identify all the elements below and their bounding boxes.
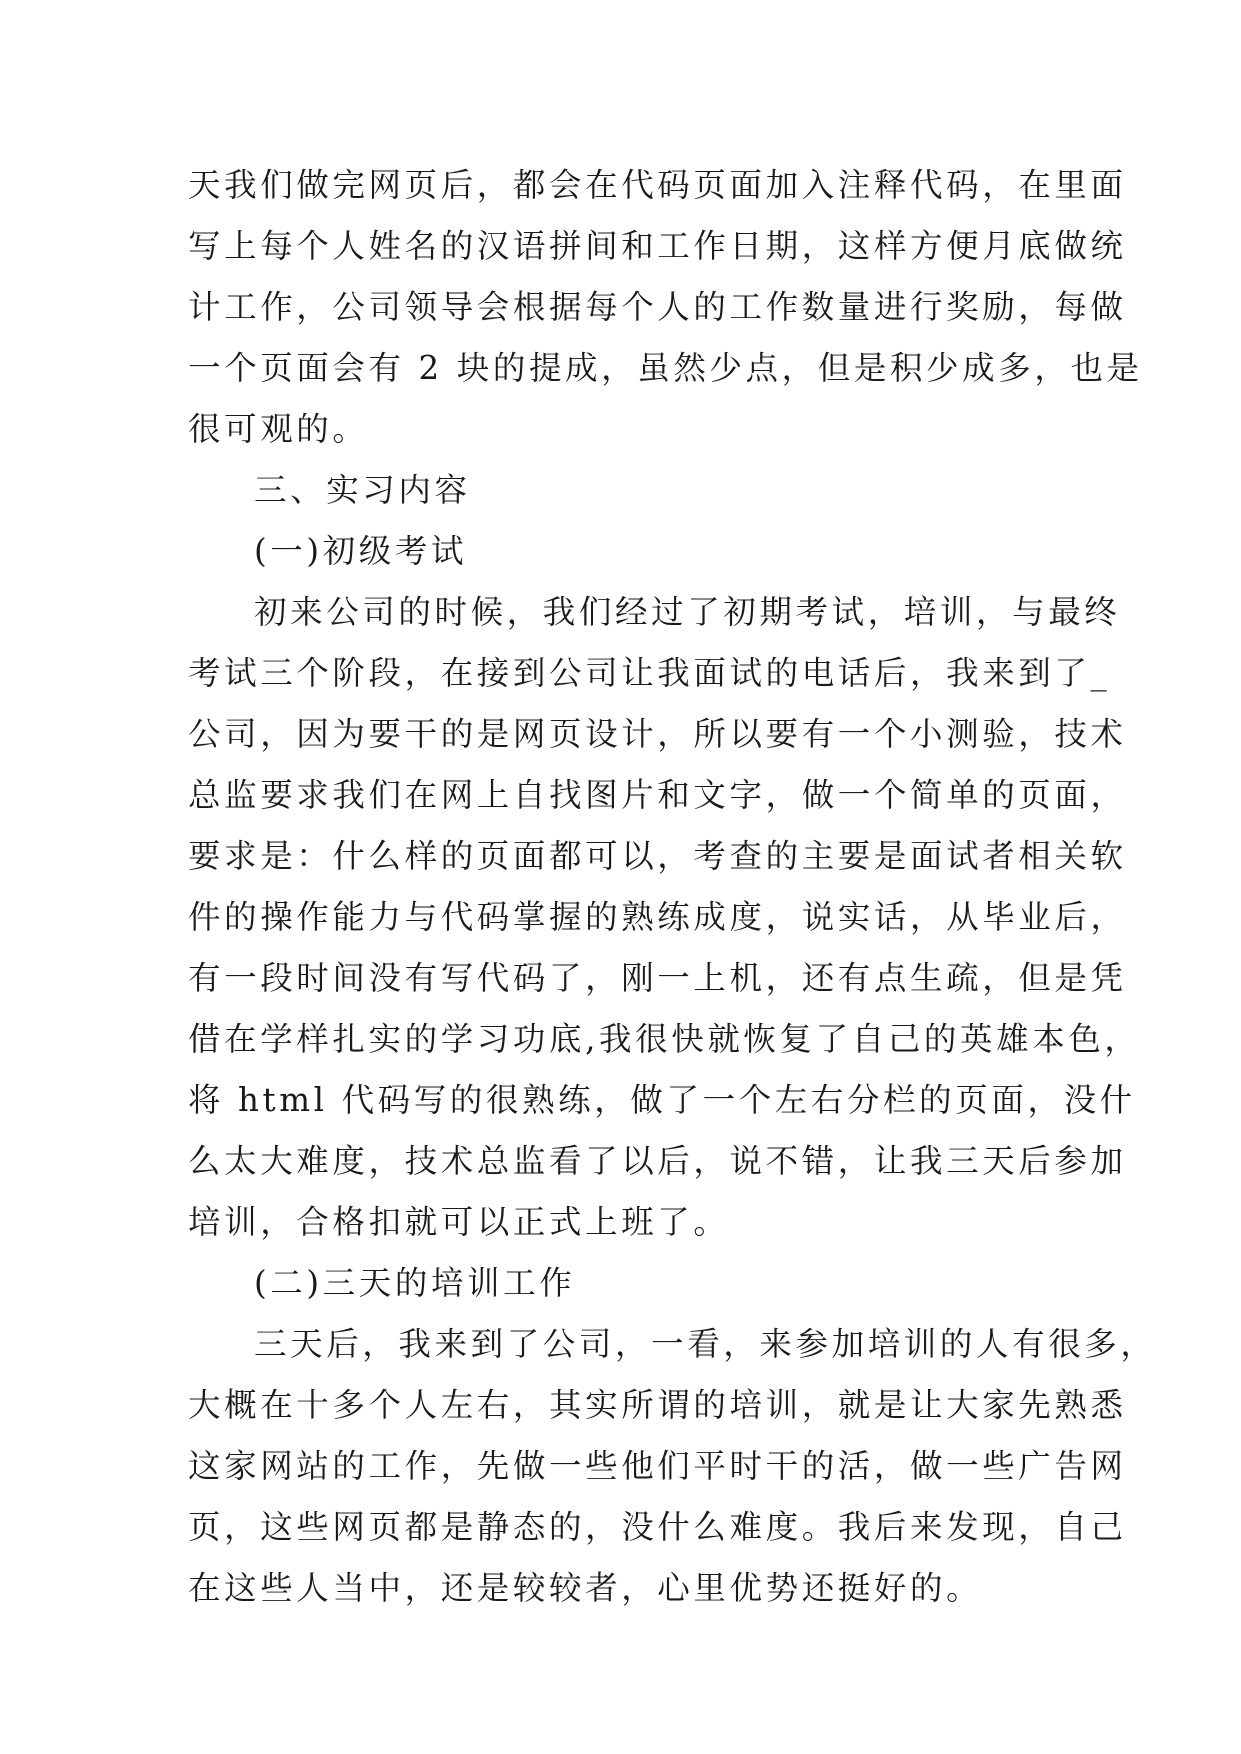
text-line: 页，这些网页都是静态的，没什么难度。我后来发现，自己 <box>188 1508 1127 1546</box>
body-text <box>188 155 1157 1619</box>
text-line: 公司，因为要干的是网页设计，所以要有一个小测验，技术 <box>188 715 1127 753</box>
text-line: 天我们做完网页后，都会在代码页面加入注释代码，在里面 <box>188 166 1127 204</box>
text-line: 总监要求我们在网上自找图片和文字，做一个简单的页面， <box>188 776 1127 814</box>
text-line: 要求是：什么样的页面都可以，考查的主要是面试者相关软 <box>188 837 1127 875</box>
text-line: 么太大难度，技术总监看了以后，说不错，让我三天后参加 <box>188 1142 1127 1180</box>
text-line: 大概在十多个人左右，其实所谓的培训，就是让大家先熟悉 <box>188 1386 1127 1424</box>
text-line: 在这些人当中，还是较较者，心里优势还挺好的。 <box>188 1569 983 1607</box>
text-line: 借在学样扎实的学习功底,我很快就恢复了自己的英雄本色， <box>188 1020 1141 1058</box>
text-line: 计工作，公司领导会根据每个人的工作数量进行奖励，每做 <box>188 288 1127 326</box>
section-heading: 三、实习内容 <box>254 471 471 509</box>
text-line: 考试三个阶段，在接到公司让我面试的电话后，我来到了_ <box>188 654 1111 692</box>
text-line: 一个页面会有 2 块的提成，虽然少点，但是积少成多，也是 <box>188 349 1143 387</box>
text-line: 写上每个人姓名的汉语拼间和工作日期，这样方便月底做统 <box>188 227 1127 265</box>
text-line: 培训，合格扣就可以正式上班了。 <box>188 1203 730 1241</box>
text-line: 有一段时间没有写代码了，刚一上机，还有点生疏，但是凭 <box>188 959 1127 997</box>
text-line: 将 html 代码写的很熟练，做了一个左右分栏的页面，没什 <box>188 1081 1136 1119</box>
paragraph-start-line: 三天后，我来到了公司，一看，来参加培训的人有很多， <box>254 1325 1157 1363</box>
subsection-heading: (二)三天的培训工作 <box>254 1264 576 1302</box>
text-line: 这家网站的工作，先做一些他们平时干的活，做一些广告网 <box>188 1447 1127 1485</box>
text-line: 很可观的。 <box>188 410 369 448</box>
text-line: 件的操作能力与代码掌握的熟练成度，说实话，从毕业后， <box>188 898 1127 936</box>
paragraph-start-line: 初来公司的时候，我们经过了初期考试，培训，与最终 <box>254 593 1121 631</box>
subsection-heading: (一)初级考试 <box>254 532 468 570</box>
